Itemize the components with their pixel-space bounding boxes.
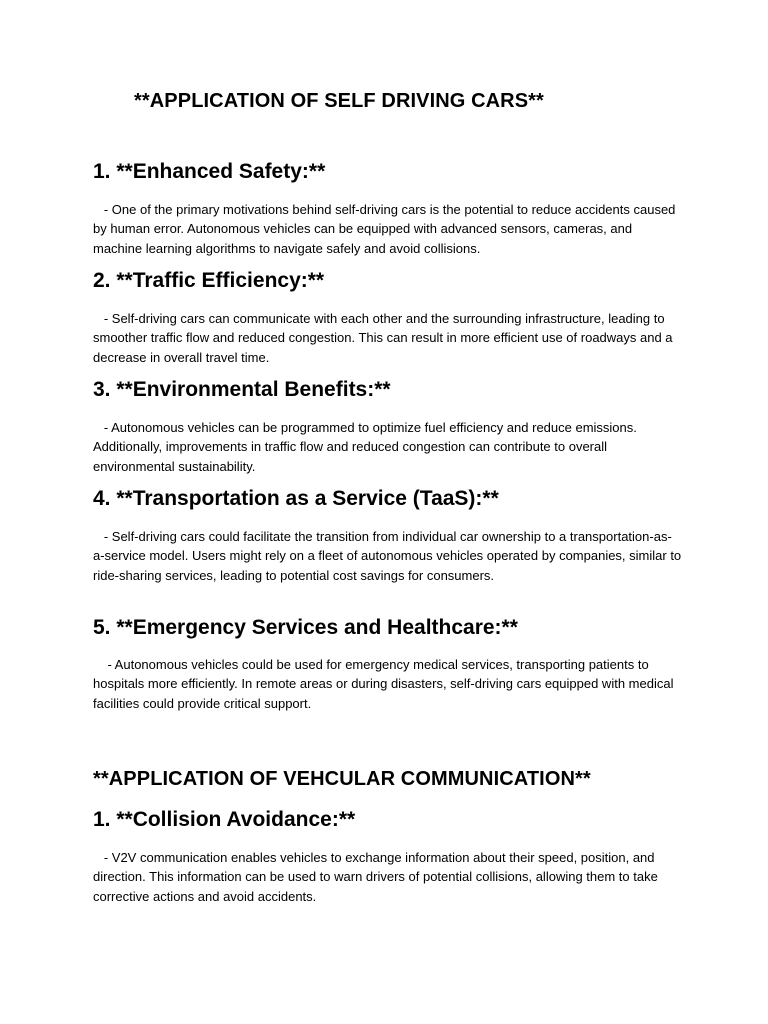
paragraph-taas [93,527,683,585]
section-title-vehicular-communication: **APPLICATION OF VEHCULAR COMMUNICATION** [93,768,591,790]
heading-emergency-services: 5. **Emergency Services and Healthcare:** [93,616,518,639]
heading-enhanced-safety: 1. **Enhanced Safety:** [93,160,326,183]
paragraph-traffic-efficiency [93,309,683,367]
heading-taas: 4. **Transportation as a Service (TaaS):** [93,487,499,510]
paragraph-enhanced-safety [93,200,683,258]
heading-environmental-benefits: 3. **Environmental Benefits:** [93,378,391,401]
paragraph-text: - Autonomous vehicles could be used for emergency medical services, transporting patients to hospitals more efficiently. In remote areas or during disasters, self-driving cars equipped with medical facilities could provide critical support. [93,657,674,711]
paragraph-text: - Autonomous vehicles can be programmed to optimize fuel efficiency and reduce emissions. Additionally, improvements in traffic flow and reduced congestion can contribute to overall environmental sustainability. [93,420,637,474]
heading-collision-avoidance: 1. **Collision Avoidance:** [93,808,356,831]
paragraph-collision-avoidance [93,848,683,906]
paragraph-text: - One of the primary motivations behind self-driving cars is the potential to reduce accidents caused by human error. Autonomous vehicles can be equipped with advanced sensors, cameras, and machine learning algorithms to navigate safely and avoid collisions. [93,202,676,256]
section-title-self-driving: **APPLICATION OF SELF DRIVING CARS** [134,90,544,112]
paragraph-text: - Self-driving cars could facilitate the transition from individual car ownership to a transportation-as-a-service model. Users might rely on a fleet of autonomous vehicles operated by companies, similar to ride-sharing services, leading to potential cost savings for consumers. [93,529,682,583]
paragraph-emergency-services [93,655,683,713]
heading-traffic-efficiency: 2. **Traffic Efficiency:** [93,269,325,292]
paragraph-environmental-benefits [93,418,683,476]
paragraph-text: - Self-driving cars can communicate with each other and the surrounding infrastructure, leading to smoother traffic flow and reduced congestion. This can result in more efficient use of roadways and a decrease in overall travel time. [93,311,673,365]
paragraph-text: - V2V communication enables vehicles to exchange information about their speed, position, and direction. This information can be used to warn drivers of potential collisions, allowing them to take corrective actions and avoid accidents. [93,850,658,904]
